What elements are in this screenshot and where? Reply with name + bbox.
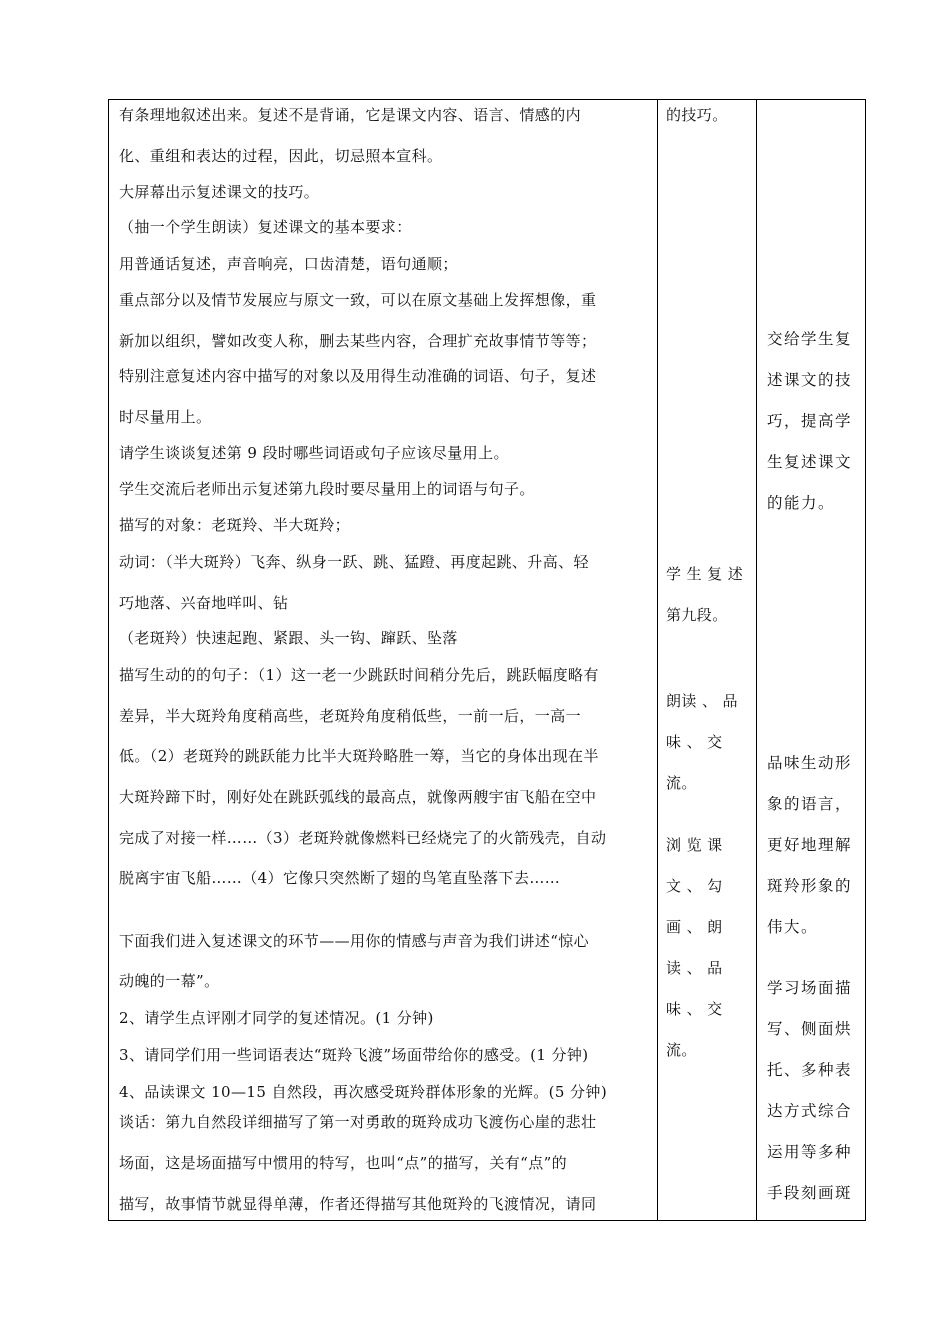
text-line: 交给学生复 — [767, 330, 853, 348]
text-line: 浏 览 课 — [666, 836, 723, 854]
text-line: 述课文的技 — [767, 371, 853, 389]
text-line: 描写生动的的句子：（1）这一老一少跳跃时间稍分先后，跳跃幅度略有 — [119, 666, 599, 684]
text-line: 读 、 品 — [666, 959, 723, 977]
text-line: 差异，半大斑羚角度稍高些，老斑羚角度稍低些，一前一后，一高一 — [119, 707, 582, 725]
text-line: 3、请同学们用一些词语表达“斑羚飞渡”场面带给你的感受。(1 分钟) — [119, 1046, 589, 1064]
text-line: 化、重组和表达的过程，因此，切忌照本宣科。 — [119, 147, 443, 165]
text-line: 朗读 、 品 — [666, 692, 738, 710]
text-line: 学习场面描 — [767, 979, 853, 997]
text-line: 味 、 交 — [666, 1000, 723, 1018]
text-line: 第九段。 — [666, 606, 728, 624]
design-intent-column — [767, 100, 863, 1220]
text-line: 的能力。 — [767, 494, 836, 512]
text-line: 象的语言， — [767, 795, 853, 813]
text-line: 脱离宇宙飞船……（4）它像只突然断了翅的鸟笔直坠落下去…… — [119, 869, 561, 887]
text-line: 描写，故事情节就显得单薄，作者还得描写其他斑羚的飞渡情况，请同 — [119, 1195, 597, 1213]
text-line: 2、请学生点评刚才同学的复述情况。(1 分钟) — [119, 1009, 434, 1027]
student-activity-column — [666, 100, 750, 1220]
text-line: 下面我们进入复述课文的环节——用你的情感与声音为我们讲述“惊心 — [119, 932, 590, 950]
text-line: 学生交流后老师出示复述第九段时要尽量用上的词语与句子。 — [119, 480, 535, 498]
text-line: 的技巧。 — [666, 106, 728, 124]
text-line: 品味生动形 — [767, 754, 853, 772]
text-line: 画 、 朗 — [666, 918, 723, 936]
text-line: 重点部分以及情节发展应与原文一致，可以在原文基础上发挥想像，重 — [119, 291, 597, 309]
text-line: 动词：（半大斑羚）飞奔、纵身一跃、跳、猛蹬、再度起跳、升高、轻 — [119, 553, 589, 571]
text-line: 达方式综合 — [767, 1102, 853, 1120]
text-line: 低。（2）老斑羚的跳跃能力比半大斑羚略胜一筹，当它的身体出现在半 — [119, 747, 599, 765]
text-line: 巧，提高学 — [767, 412, 853, 430]
text-line: 特别注意复述内容中描写的对象以及用得生动准确的词语、句子，复述 — [119, 367, 597, 385]
text-line: 有条理地叙述出来。复述不是背诵，它是课文内容、语言、情感的内 — [119, 106, 582, 124]
text-line: 巧地落、兴奋地咩叫、钻 — [119, 594, 289, 612]
text-line: 流。 — [666, 774, 697, 792]
text-line: 4、品读课文 10—15 自然段，再次感受斑羚群体形象的光辉。(5 分钟) — [119, 1083, 608, 1101]
text-line: 文 、 勾 — [666, 877, 723, 895]
text-line: 大屏幕出示复述课文的技巧。 — [119, 183, 320, 201]
teaching-process-column — [119, 100, 654, 1220]
text-line: 场面，这是场面描写中惯用的特写，也叫“点”的描写，关有“点”的 — [119, 1154, 568, 1172]
text-line: 用普通话复述，声音响亮，口齿清楚，语句通顺； — [119, 255, 458, 273]
text-line: （抽一个学生朗读）复述课文的基本要求： — [119, 218, 412, 236]
text-line: 生复述课文 — [767, 453, 853, 471]
text-line: 斑羚形象的 — [767, 877, 853, 895]
text-line: 运用等多种 — [767, 1143, 853, 1161]
text-line: 托、多种表 — [767, 1061, 853, 1079]
text-line: 写、侧面烘 — [767, 1020, 853, 1038]
text-line: 大斑羚蹄下时，刚好处在跳跃弧线的最高点，就像两艘宇宙飞船在空中 — [119, 788, 597, 806]
text-line: 动魄的一幕”。 — [119, 972, 220, 990]
column-divider — [657, 100, 658, 1220]
text-line: 描写的对象：老斑羚、半大斑羚； — [119, 516, 351, 534]
text-line: 更好地理解 — [767, 836, 853, 854]
lesson-plan-table — [108, 99, 866, 1221]
text-line: 学 生 复 述 — [666, 565, 744, 583]
text-line: 请学生谈谈复述第 9 段时哪些词语或句子应该尽量用上。 — [119, 444, 509, 462]
text-line: 伟大。 — [767, 918, 819, 936]
text-line: 手段刻画斑 — [767, 1184, 853, 1202]
text-line: 时尽量用上。 — [119, 408, 212, 426]
text-line: 谈话：第九自然段详细描写了第一对勇敢的斑羚成功飞渡伤心崖的悲壮 — [119, 1113, 597, 1131]
text-line: 新加以组织，譬如改变人称，删去某些内容，合理扩充故事情节等等； — [119, 332, 597, 350]
text-line: （老斑羚）快速起跑、紧跟、头一钩、蹿跃、坠落 — [119, 629, 458, 647]
column-divider — [756, 100, 757, 1220]
text-line: 流。 — [666, 1041, 697, 1059]
text-line: 完成了对接一样……（3）老斑羚就像燃料已经烧完了的火箭残壳，自动 — [119, 829, 607, 847]
text-line: 味 、 交 — [666, 733, 723, 751]
